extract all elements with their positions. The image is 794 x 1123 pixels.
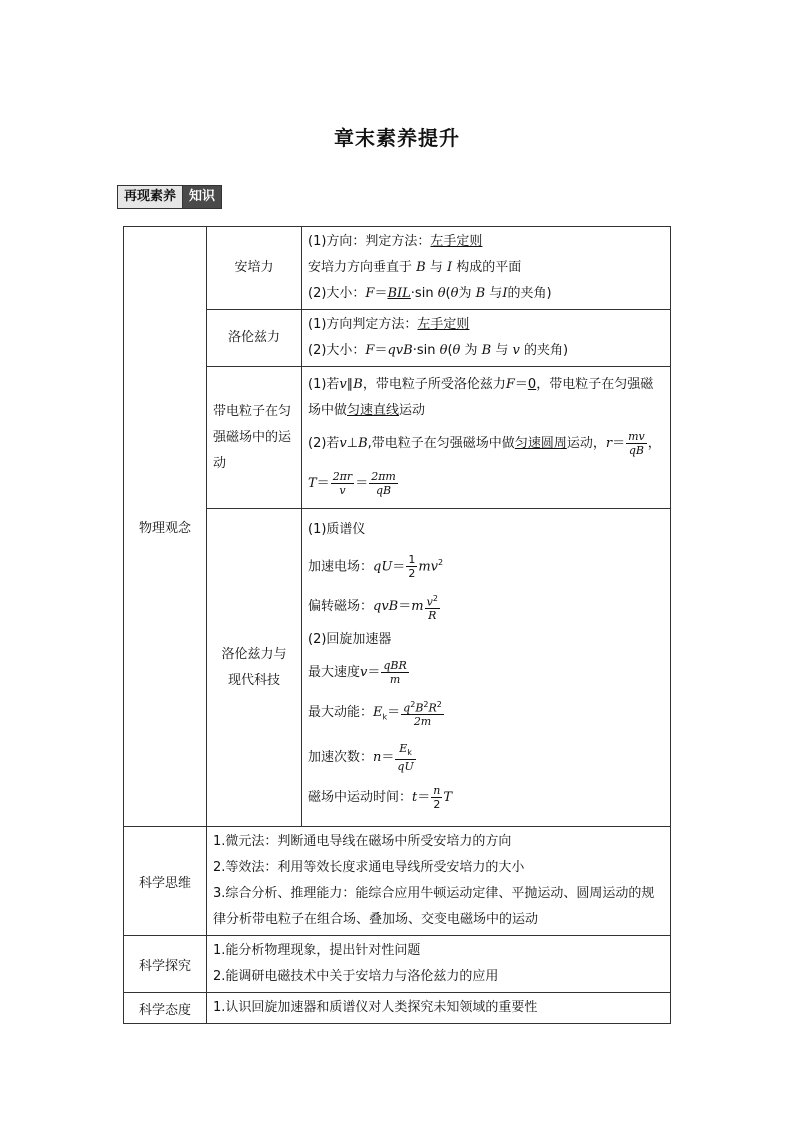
page-title: 章末素养提升: [334, 126, 460, 150]
topic-tech: 洛伦兹力与现代科技: [207, 509, 302, 827]
lorentz-magnitude-line: (2)大小：F＝qvB·sin θ(θ 为 B 与 v 的夹角): [308, 343, 569, 358]
section-label-a: 再现素养: [117, 185, 182, 209]
max-speed-line: 最大速度v＝ $\frac{\text{qBR}}{m}$: [308, 659, 407, 687]
motion-parallel-line: (1)若v∥B，带电粒子所受洛伦兹力F＝0，带电粒子在匀强磁场中做匀速直线运动: [308, 376, 654, 418]
knowledge-table: [123, 226, 671, 1024]
category-science-thinking: 科学思维: [124, 827, 207, 936]
max-kinetic-line: 最大动能：$E_k=$ $\frac{q^2B^2R^2}{2m}$: [308, 699, 442, 729]
thinking-item-2: 2.等效法：利用等效长度求通电导线所受安培力的大小: [213, 860, 525, 875]
cyclotron-title: (2)回旋加速器: [308, 632, 392, 648]
ampere-plane-line: 安培力方向垂直于 B 与 I 构成的平面: [308, 260, 522, 275]
count-fraction: $\frac{E_k}{qU}$: [397, 741, 414, 774]
thinking-item-3: 3.综合分析、推理能力：能综合应用牛顿运动定律、平抛运动、圆周运动的规律分析带电粒子在组合场、叠加场、交变电磁场中的运动: [213, 886, 655, 927]
topic-motion: 带电粒子在匀强磁场中的运动: [207, 367, 302, 509]
time-fraction: $\frac{n}{2}$: [433, 783, 441, 811]
topic-ampere: 安培力: [207, 227, 302, 310]
lorentz-rule: 左手定则: [417, 317, 470, 332]
content-inquiry: [207, 936, 671, 993]
motion-perpendicular-line: (2)若v⊥B,带电粒子在匀强磁场中做匀速圆周运动，r＝ $\frac{mv}{qB}$ ，: [308, 429, 661, 457]
table-row-ampere: [124, 227, 671, 310]
section-header: [117, 185, 222, 209]
table-row-lorentz: [124, 310, 671, 367]
ampere-direction-line: (1)方向：判定方法：左手定则: [308, 234, 483, 249]
thinking-item-1: 1.微元法：判断通电导线在磁场中所受安培力的方向: [213, 834, 512, 849]
table-row-motion: [124, 367, 671, 509]
period-fraction-1: $\frac{2\pi r}{v}$: [332, 469, 353, 497]
topic-lorentz: 洛伦兹力: [207, 310, 302, 367]
inquiry-item-2: 2.能调研电磁技术中关于安培力与洛伦兹力的应用: [213, 969, 499, 984]
table-row-attitude: [124, 993, 671, 1024]
content-attitude: [207, 993, 671, 1024]
motion-period-line: T＝ $\frac{2\pi r}{v}$ ＝ $\frac{2\pi m}{qB}$: [308, 469, 396, 497]
content-motion: [302, 367, 671, 509]
content-ampere: [302, 227, 671, 310]
field-time-line: 磁场中运动时间：t＝ $\frac{n}{2}$ T: [308, 783, 453, 811]
content-tech: [302, 509, 671, 827]
category-science-inquiry: 科学探究: [124, 936, 207, 993]
attitude-item-1: 1.认识回旋加速器和质谱仪对人类探究未知领域的重要性: [213, 1000, 538, 1015]
table-row-tech: [124, 509, 671, 827]
max-speed-fraction: $\frac{\text{qBR}}{m}$: [383, 659, 407, 687]
lorentz-direction-line: (1)方向判定方法：左手定则: [308, 317, 470, 332]
mass-spectrometer-title: (1)质谱仪: [308, 522, 366, 538]
accel-fraction: $\frac{1}{2}$: [408, 553, 416, 581]
ampere-magnitude-line: (2)大小：F＝BIL·sin θ(θ为 B 与I的夹角): [308, 286, 552, 301]
accel-count-line: 加速次数：n＝ $\frac{E_k}{qU}$: [308, 741, 414, 774]
category-physics-concept: 物理观念: [124, 227, 207, 827]
content-lorentz: [302, 310, 671, 367]
uniform-circular-motion: 匀速圆周: [514, 435, 567, 451]
category-science-attitude: 科学态度: [124, 993, 207, 1024]
table-row-inquiry: [124, 936, 671, 993]
deflect-fraction: $\frac{v^2}{R}$: [426, 593, 438, 623]
uniform-linear-motion: 匀速直线: [347, 402, 400, 418]
kinetic-fraction: $\frac{q^2B^2R^2}{2m}$: [403, 699, 442, 729]
section-label-b: 知识: [182, 185, 222, 209]
radius-fraction: $\frac{mv}{qB}$: [628, 429, 645, 457]
period-fraction-2: $\frac{2\pi m}{qB}$: [371, 469, 396, 497]
accel-field-line: 加速电场：qU＝ $\frac{1}{2}$ $mv^2$: [308, 553, 444, 581]
content-thinking: [207, 827, 671, 936]
ampere-rule: 左手定则: [430, 234, 483, 249]
table-row-thinking: [124, 827, 671, 936]
inquiry-item-1: 1.能分析物理现象，提出针对性问题: [213, 943, 421, 958]
deflect-field-line: 偏转磁场：qvB＝m $\frac{v^2}{R}$: [308, 593, 438, 623]
